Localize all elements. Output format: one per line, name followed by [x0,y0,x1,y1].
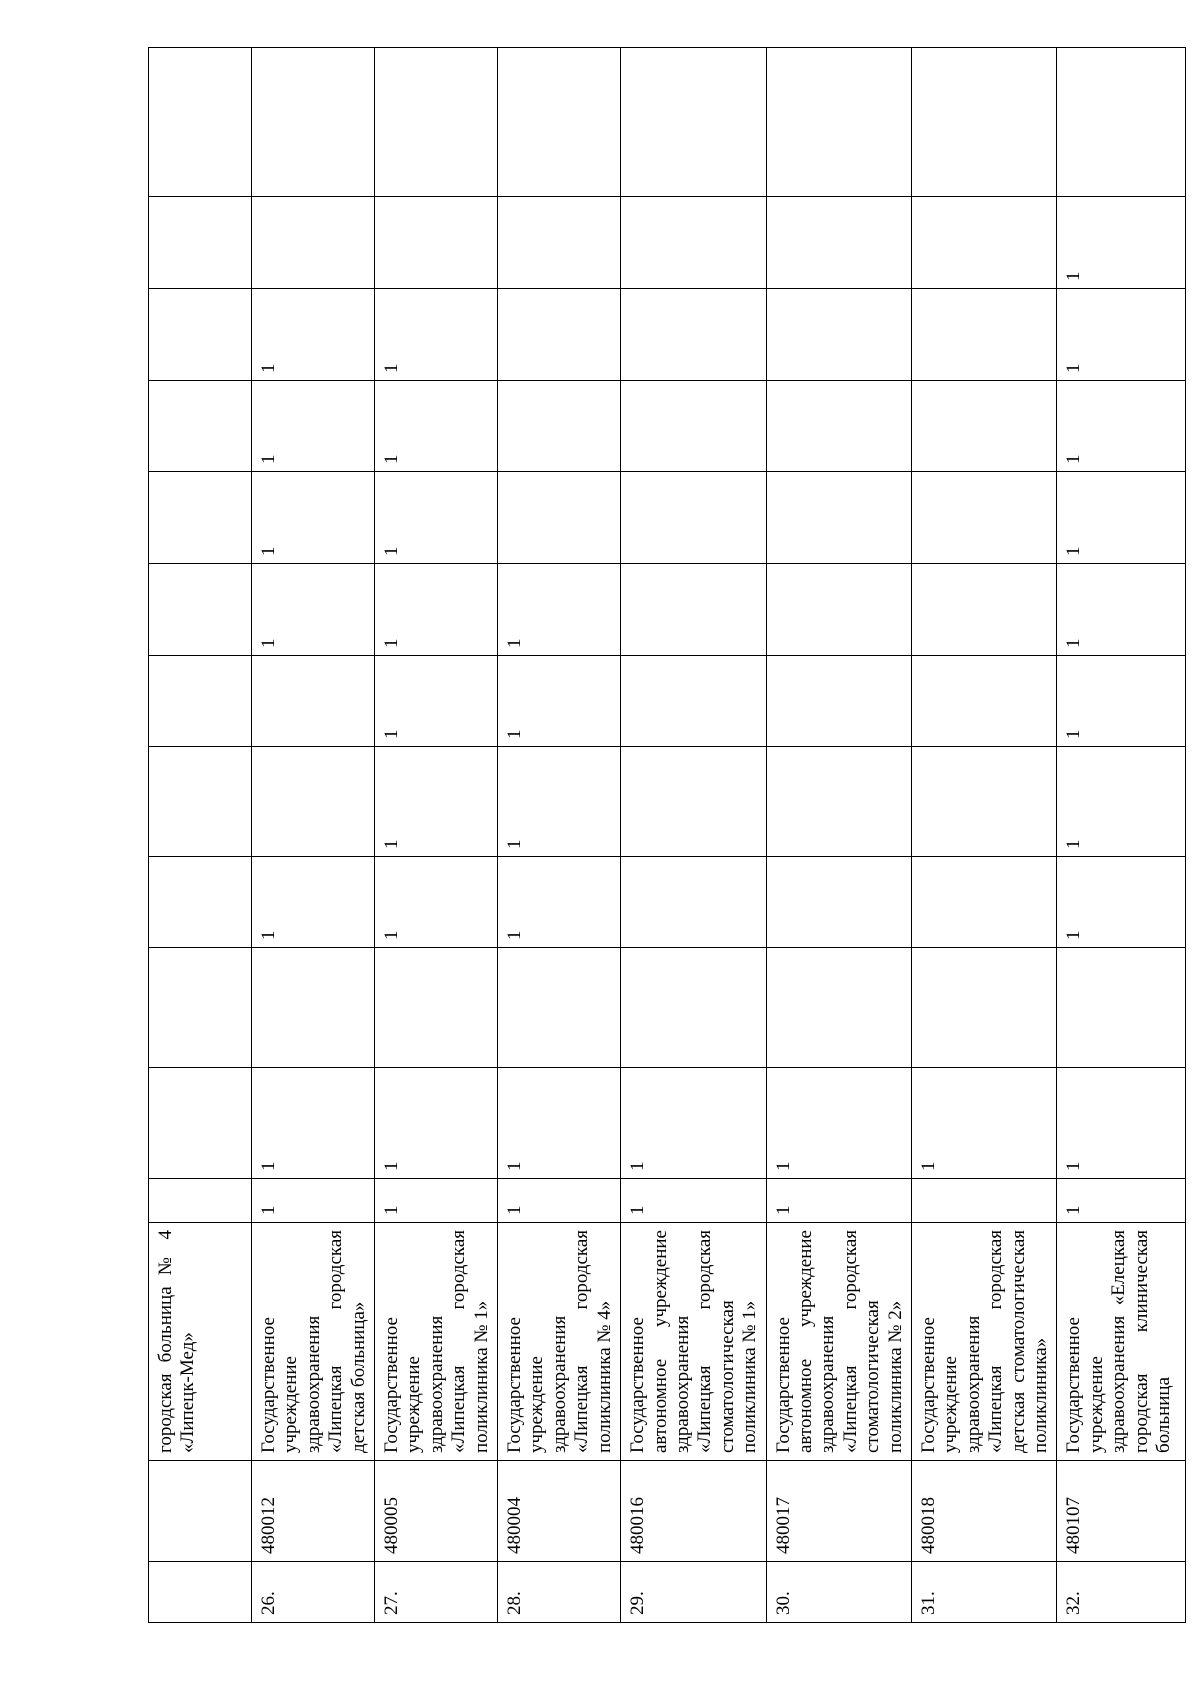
indicator-cell [766,747,911,857]
indicator-cell: 1 [375,1068,498,1179]
indicator-cell [621,564,766,656]
indicator-cell: 1 [766,1179,911,1223]
registry-code: 480016 [621,1461,766,1562]
indicator-cell [911,564,1056,656]
registry-code: 480018 [911,1461,1056,1562]
indicator-cell [766,381,911,472]
indicator-cell: 1 [252,857,375,948]
registry-code: 480012 [252,1461,375,1562]
row-number: 29. [621,1562,766,1623]
table-row [621,48,766,1623]
organization-name: Государственное учреждение здравоохранения «Липецкая городская детская больница» [252,1223,375,1461]
indicator-cell: 1 [1057,1068,1186,1179]
indicator-cell: 1 [375,857,498,948]
row-number: 26. [252,1562,375,1623]
table-row [911,48,1056,1623]
table-row [375,48,498,1623]
indicator-cell: 1 [375,747,498,857]
indicator-cell [498,381,621,472]
organization-name: Государственное учреждение здравоохранения «Липецкая городская поликлиника № 4» [498,1223,621,1461]
indicator-cell [149,857,252,948]
indicator-cell [498,197,621,289]
indicator-cell [766,656,911,747]
row-number: 30. [766,1562,911,1623]
organization-name: Государственное учреждение здравоохранения «Липецкая городская детская стоматологическая поликлиника» [911,1223,1056,1461]
indicator-cell: 1 [252,472,375,564]
table-row [498,48,621,1623]
rotated-table-wrapper [148,48,1175,1623]
indicator-cell [621,381,766,472]
row-number: 31. [911,1562,1056,1623]
indicator-cell [149,656,252,747]
indicator-cell: 1 [1057,857,1186,948]
indicator-cell: 1 [1057,197,1186,289]
indicator-cell: 1 [375,1179,498,1223]
table-row [1057,48,1186,1623]
registry-code: 480107 [1057,1461,1186,1562]
row-number [149,1562,252,1623]
indicator-cell [1057,48,1186,197]
indicator-cell [375,948,498,1068]
indicator-cell: 1 [252,1068,375,1179]
indicator-cell: 1 [621,1179,766,1223]
indicator-cell [252,197,375,289]
indicator-cell [149,747,252,857]
indicator-cell [149,197,252,289]
table-row [252,48,375,1623]
indicator-cell [911,197,1056,289]
indicator-cell [766,48,911,197]
indicator-cell [621,197,766,289]
indicator-cell: 1 [375,381,498,472]
indicator-cell: 1 [1057,747,1186,857]
indicator-cell [252,747,375,857]
indicator-cell [766,197,911,289]
table-row [149,48,252,1623]
indicator-cell [252,948,375,1068]
indicator-cell [911,48,1056,197]
indicator-cell [911,289,1056,381]
organization-name: Государственное учреждение здравоохранения «Липецкая городская поликлиника № 1» [375,1223,498,1461]
indicator-cell [766,472,911,564]
row-number: 32. [1057,1562,1186,1623]
indicator-cell: 1 [252,564,375,656]
indicator-cell [375,197,498,289]
indicator-cell [621,289,766,381]
indicator-cell [621,948,766,1068]
indicator-cell [149,1068,252,1179]
indicator-cell [149,48,252,197]
indicator-cell [252,48,375,197]
indicator-cell [498,48,621,197]
indicator-cell: 1 [1057,289,1186,381]
indicator-cell [149,948,252,1068]
indicator-cell: 1 [1057,1179,1186,1223]
indicator-cell: 1 [1057,656,1186,747]
indicator-cell: 1 [498,857,621,948]
indicator-cell: 1 [498,1179,621,1223]
indicator-cell: 1 [1057,381,1186,472]
row-number: 28. [498,1562,621,1623]
indicator-cell [149,381,252,472]
indicator-cell: 1 [498,747,621,857]
indicator-cell: 1 [252,1179,375,1223]
indicator-cell [911,381,1056,472]
indicator-cell [621,857,766,948]
indicator-cell: 1 [498,564,621,656]
organization-name: Государственное автономное учреждение здравоохранения «Липецкая городская стоматологическая поликлиника № 1» [621,1223,766,1461]
indicator-cell [766,564,911,656]
organization-name: городская больница № 4 «Липецк-Мед» [149,1223,252,1461]
indicator-cell: 1 [1057,564,1186,656]
indicator-cell: 1 [252,289,375,381]
registry-code: 480005 [375,1461,498,1562]
table-row [766,48,911,1623]
indicator-cell [149,564,252,656]
indicator-cell [766,289,911,381]
indicator-cell [621,747,766,857]
indicator-cell: 1 [375,289,498,381]
indicator-cell [149,472,252,564]
organization-name: Государственное учреждение здравоохранения «Елецкая городская клиническая больница [1057,1223,1186,1461]
indicator-cell [911,747,1056,857]
indicator-cell: 1 [498,1068,621,1179]
rotated-page [148,48,1175,1623]
indicator-cell: 1 [375,564,498,656]
indicator-cell [149,289,252,381]
indicator-cell [621,48,766,197]
indicator-cell [1057,948,1186,1068]
indicator-cell [911,472,1056,564]
registry-code [149,1461,252,1562]
indicator-cell: 1 [1057,472,1186,564]
indicator-cell [766,948,911,1068]
indicator-cell [911,948,1056,1068]
indicator-cell: 1 [375,656,498,747]
indicator-cell [911,857,1056,948]
indicator-cell: 1 [621,1068,766,1179]
indicator-cell: 1 [766,1068,911,1179]
indicator-cell [766,857,911,948]
indicator-cell: 1 [911,1068,1056,1179]
indicator-cell [498,289,621,381]
indicator-cell [911,656,1056,747]
indicator-cell [375,48,498,197]
organization-name: Государственное автономное учреждение здравоохранения «Липецкая городская стоматологическая поликлиника № 2» [766,1223,911,1461]
registry-code: 480004 [498,1461,621,1562]
registry-code: 480017 [766,1461,911,1562]
indicator-cell [498,472,621,564]
row-number: 27. [375,1562,498,1623]
indicator-cell: 1 [498,656,621,747]
indicator-cell [911,1179,1056,1223]
indicator-cell [149,1179,252,1223]
indicator-cell [621,656,766,747]
indicator-cell [252,656,375,747]
medical-organizations-table [148,47,1186,1623]
indicator-cell: 1 [375,472,498,564]
indicator-cell: 1 [252,381,375,472]
indicator-cell [621,472,766,564]
indicator-cell [498,948,621,1068]
